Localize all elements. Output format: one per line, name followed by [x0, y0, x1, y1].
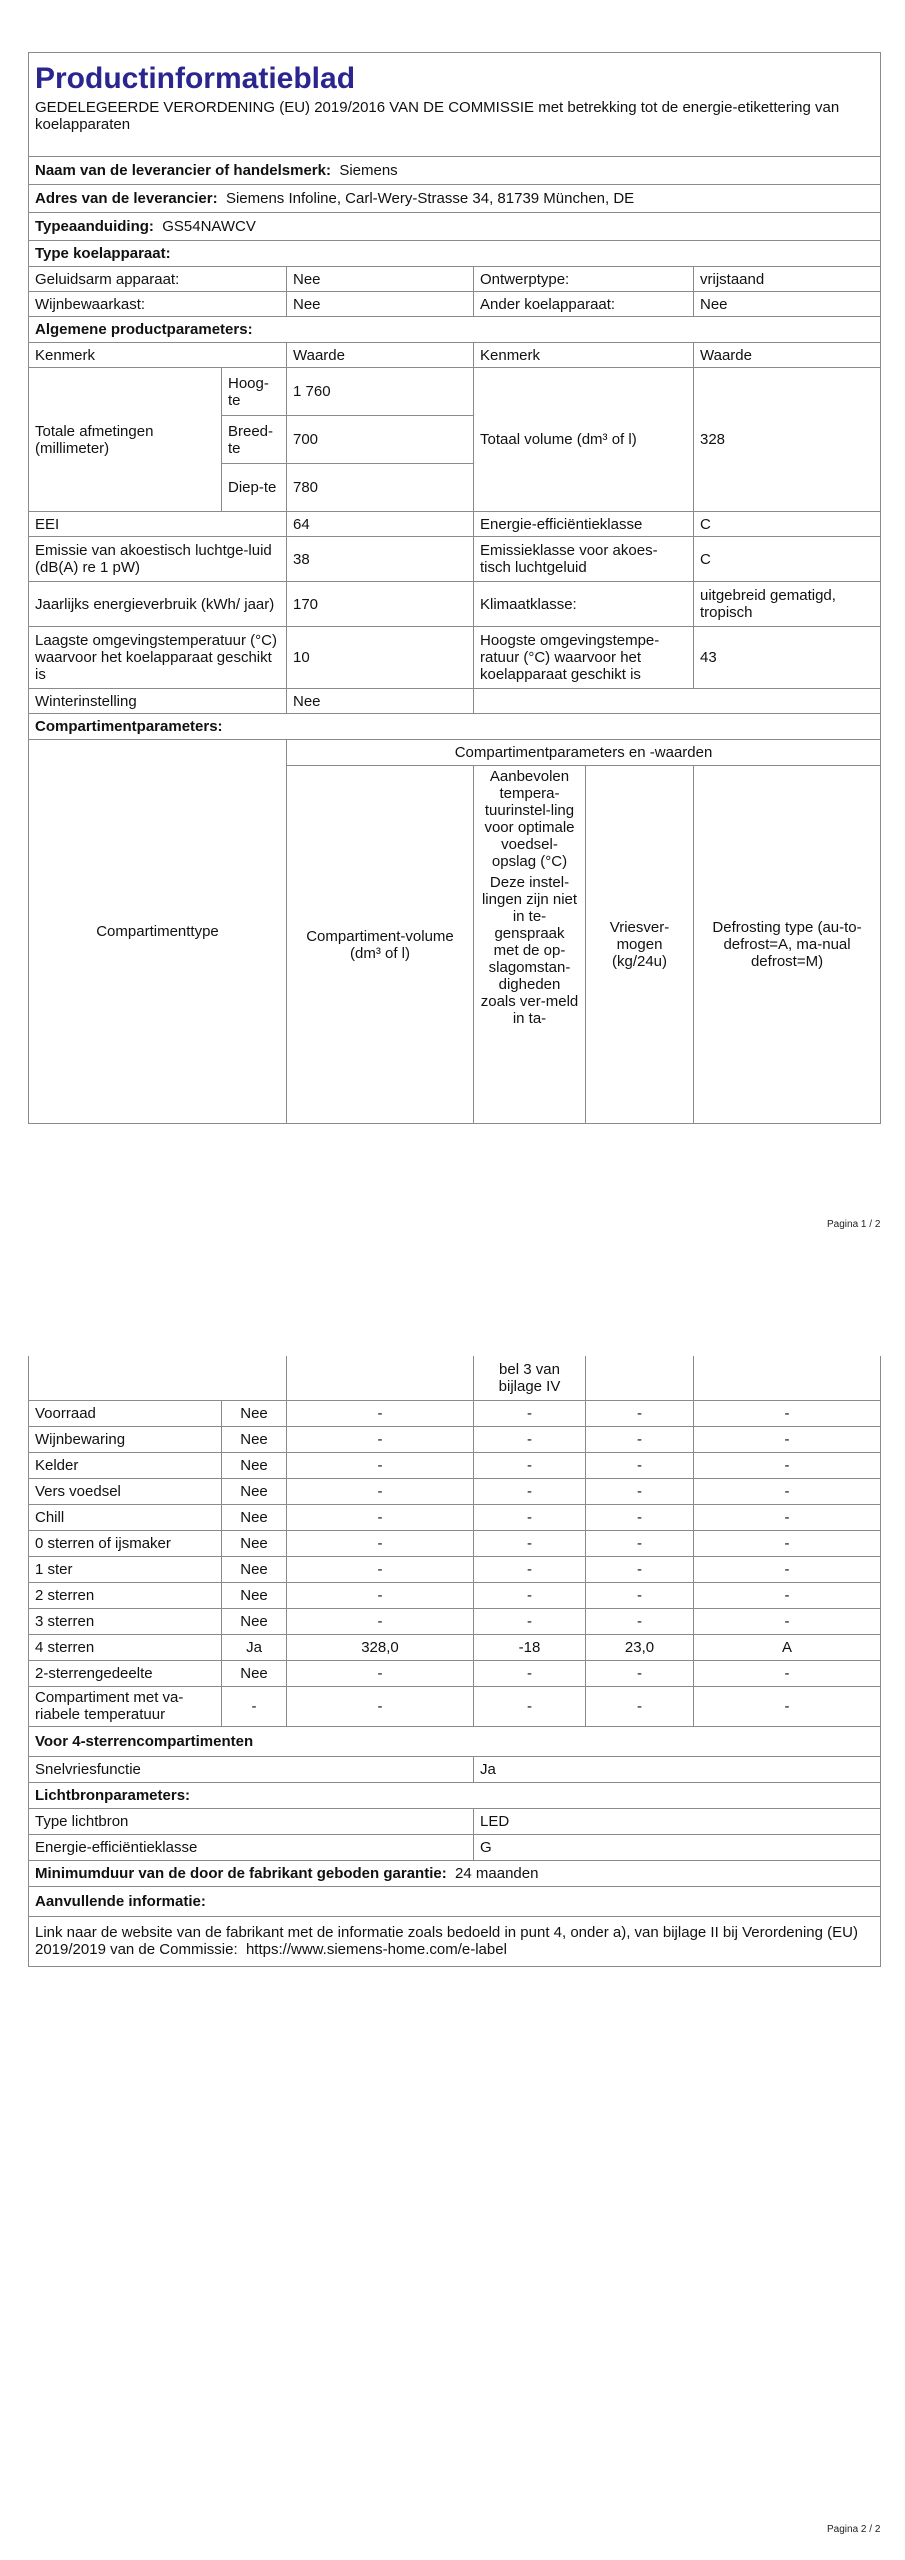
compartment-type-header: Compartimenttype: [29, 740, 287, 1124]
compartment-present: Nee: [222, 1608, 287, 1634]
eei-value: 64: [287, 512, 474, 537]
freezing-capacity-header: Vriesver-mogen (kg/24u): [586, 766, 694, 1124]
compartment-freeze: -: [586, 1426, 694, 1452]
compartment-defrost: -: [694, 1478, 881, 1504]
compartment-row: [29, 1608, 881, 1634]
compartment-present: Nee: [222, 1478, 287, 1504]
compartment-freeze: -: [586, 1530, 694, 1556]
compartment-temp: -: [474, 1504, 586, 1530]
compartment-present: Nee: [222, 1582, 287, 1608]
winter-setting-value: Nee: [287, 689, 474, 714]
compartment-present: Nee: [222, 1660, 287, 1686]
extra-info-text: Link naar de website van de fabrikant met de informatie zoals bedoeld in punt 4, onder a), van bijlage II bij Verordening (EU) 2019/2019 van de Commissie:: [35, 1924, 858, 1958]
extra-info-heading: Aanvullende informatie:: [29, 1886, 881, 1916]
address-value: Siemens Infoline, Carl-Wery-Strasse 34, 81739 München, DE: [225, 190, 635, 207]
supplier-label: Naam van de leverancier of handelsmerk:: [35, 162, 331, 179]
compartment-defrost: -: [694, 1426, 881, 1452]
width-label: Breed-te: [222, 416, 287, 464]
min-temp-label: Laagste omgevingstemperatuur (°C) waarvoor het koelapparaat geschikt is: [29, 627, 287, 689]
dimensions-label: Totale afmetingen (millimeter): [29, 368, 222, 512]
low-noise-value: Nee: [287, 267, 474, 292]
light-section-heading: Lichtbronparameters:: [29, 1782, 881, 1808]
compartment-freeze: -: [586, 1686, 694, 1726]
compartment-freeze: 23,0: [586, 1634, 694, 1660]
compartment-volume: 328,0: [287, 1634, 474, 1660]
height-label: Hoog-te: [222, 368, 287, 416]
compartment-row: [29, 1530, 881, 1556]
total-volume-label: Totaal volume (dm³ of l): [474, 368, 694, 512]
info-table-page-2: [28, 1356, 881, 1967]
compartment-volume: -: [287, 1582, 474, 1608]
page-2: [28, 1356, 880, 1967]
compartment-name: 0 sterren of ijsmaker: [29, 1530, 222, 1556]
compartment-volume: -: [287, 1530, 474, 1556]
col-kenmerk-left: Kenmerk: [29, 343, 287, 368]
noise-label: Emissie van akoestisch luchtge-luid (dB(A) re 1 pW): [29, 537, 287, 582]
wine-cabinet-value: Nee: [287, 292, 474, 317]
compartment-temp: -: [474, 1478, 586, 1504]
width-value: 700: [287, 416, 474, 464]
compartment-volume-header: Compartiment-volume (dm³ of l): [287, 766, 474, 1124]
compartment-row: [29, 1426, 881, 1452]
compartment-defrost: -: [694, 1530, 881, 1556]
fast-freeze-value: Ja: [474, 1756, 881, 1782]
design-type-label: Ontwerptype:: [474, 267, 694, 292]
type-section-heading: Type koelapparaat:: [29, 241, 881, 267]
compartment-section-heading: Compartimentparameters:: [29, 714, 881, 740]
compartment-name: Vers voedsel: [29, 1478, 222, 1504]
depth-label: Diep-te: [222, 464, 287, 512]
four-star-section-heading: Voor 4-sterrencompartimenten: [29, 1726, 881, 1756]
regulation-subtitle: GEDELEGEERDE VERORDENING (EU) 2019/2016 VAN DE COMMISSIE met betrekking tot de energie-etikettering van koelapparaten: [35, 99, 840, 133]
compartment-defrost: -: [694, 1452, 881, 1478]
compartment-defrost: -: [694, 1686, 881, 1726]
col-waarde-left: Waarde: [287, 343, 474, 368]
compartment-row: [29, 1634, 881, 1660]
compartment-row: [29, 1504, 881, 1530]
model-value: GS54NAWCV: [162, 218, 256, 235]
annual-energy-value: 170: [287, 582, 474, 627]
compartment-name: 4 sterren: [29, 1634, 222, 1660]
compartment-row: [29, 1400, 881, 1426]
compartment-temp: -: [474, 1686, 586, 1726]
noise-value: 38: [287, 537, 474, 582]
height-value: 1 760: [287, 368, 474, 416]
energy-class-label: Energie-efficiëntieklasse: [474, 512, 694, 537]
compartment-temp: -: [474, 1530, 586, 1556]
defrost-type-header: Defrosting type (au-to-defrost=A, ma-nual defrost=M): [694, 766, 881, 1124]
compartment-defrost: -: [694, 1608, 881, 1634]
recommended-temp-note: Deze instel-lingen zijn niet in te-genspraak met de op-slagomstan-digheden zoals ver-meld in ta-: [480, 874, 579, 1027]
manufacturer-link[interactable]: https://www.siemens-home.com/e-label: [245, 1941, 507, 1958]
climate-class-label: Klimaatklasse:: [474, 582, 694, 627]
depth-value: 780: [287, 464, 474, 512]
compartment-name: Chill: [29, 1504, 222, 1530]
compartment-row: [29, 1556, 881, 1582]
page-number-1: Pagina 1 / 2: [827, 1219, 881, 1230]
compartment-volume: -: [287, 1400, 474, 1426]
compartment-defrost: -: [694, 1400, 881, 1426]
compartment-present: Ja: [222, 1634, 287, 1660]
compartment-present: Nee: [222, 1504, 287, 1530]
compartment-freeze: -: [586, 1400, 694, 1426]
recommended-temp-header: Aanbevolen tempera-tuurinstel-ling voor optimale voedsel-opslag (°C): [484, 768, 575, 870]
light-type-value: LED: [474, 1808, 881, 1834]
compartment-freeze: -: [586, 1556, 694, 1582]
compartment-present: Nee: [222, 1452, 287, 1478]
col-kenmerk-right: Kenmerk: [474, 343, 694, 368]
max-temp-label: Hoogste omgevingstempe-ratuur (°C) waarvoor het koelapparaat geschikt is: [474, 627, 694, 689]
compartment-freeze: -: [586, 1660, 694, 1686]
compartment-temp: -: [474, 1608, 586, 1634]
compartment-row: [29, 1478, 881, 1504]
compartment-temp: -18: [474, 1634, 586, 1660]
compartment-present: Nee: [222, 1426, 287, 1452]
page-1: [28, 52, 880, 1124]
compartment-defrost: -: [694, 1660, 881, 1686]
compartment-name: Voorraad: [29, 1400, 222, 1426]
compartment-defrost: -: [694, 1556, 881, 1582]
compartment-volume: -: [287, 1660, 474, 1686]
compartment-rows: [29, 1400, 881, 1726]
compartment-volume: -: [287, 1426, 474, 1452]
compartment-name: 2 sterren: [29, 1582, 222, 1608]
compartment-name: 3 sterren: [29, 1608, 222, 1634]
compartment-present: Nee: [222, 1556, 287, 1582]
other-appliance-label: Ander koelapparaat:: [474, 292, 694, 317]
compartment-temp: -: [474, 1556, 586, 1582]
energy-class-value: C: [694, 512, 881, 537]
compartment-freeze: -: [586, 1608, 694, 1634]
compartment-temp: -: [474, 1660, 586, 1686]
compartment-row: [29, 1686, 881, 1726]
compartment-defrost: -: [694, 1504, 881, 1530]
noise-class-label: Emissieklasse voor akoes-tisch luchtgeluid: [474, 537, 694, 582]
light-class-value: G: [474, 1834, 881, 1860]
compartment-defrost: A: [694, 1634, 881, 1660]
compartment-row: [29, 1660, 881, 1686]
climate-class-value: uitgebreid gematigd, tropisch: [694, 582, 881, 627]
compartment-present: Nee: [222, 1400, 287, 1426]
low-noise-label: Geluidsarm apparaat:: [29, 267, 287, 292]
recommended-temp-note-cont: bel 3 van bijlage IV: [474, 1356, 586, 1400]
design-type-value: vrijstaand: [694, 267, 881, 292]
compartment-row: [29, 1582, 881, 1608]
compartment-volume: -: [287, 1452, 474, 1478]
max-temp-value: 43: [694, 627, 881, 689]
compartment-name: Kelder: [29, 1452, 222, 1478]
compartment-volume: -: [287, 1504, 474, 1530]
compartment-temp: -: [474, 1452, 586, 1478]
compartment-present: Nee: [222, 1530, 287, 1556]
annual-energy-label: Jaarlijks energieverbruik (kWh/ jaar): [29, 582, 287, 627]
compartment-name: 1 ster: [29, 1556, 222, 1582]
light-class-label: Energie-efficiëntieklasse: [29, 1834, 474, 1860]
compartment-volume: -: [287, 1686, 474, 1726]
compartment-params-header: Compartimentparameters en -waarden: [287, 740, 881, 766]
compartment-present: -: [222, 1686, 287, 1726]
model-label: Typeaanduiding:: [35, 218, 154, 235]
warranty-label: Minimumduur van de door de fabrikant geboden garantie:: [35, 1864, 447, 1882]
light-type-label: Type lichtbron: [29, 1808, 474, 1834]
address-label: Adres van de leverancier:: [35, 190, 218, 207]
compartment-name: 2-sterrengedeelte: [29, 1660, 222, 1686]
min-temp-value: 10: [287, 627, 474, 689]
compartment-defrost: -: [694, 1582, 881, 1608]
compartment-temp: -: [474, 1426, 586, 1452]
wine-cabinet-label: Wijnbewaarkast:: [29, 292, 287, 317]
noise-class-value: C: [694, 537, 881, 582]
compartment-temp: -: [474, 1400, 586, 1426]
compartment-freeze: -: [586, 1478, 694, 1504]
compartment-freeze: -: [586, 1504, 694, 1530]
compartment-temp: -: [474, 1582, 586, 1608]
general-section-heading: Algemene productparameters:: [29, 317, 881, 343]
compartment-row: [29, 1452, 881, 1478]
compartment-freeze: -: [586, 1452, 694, 1478]
compartment-volume: -: [287, 1478, 474, 1504]
compartment-name: Compartiment met va-riabele temperatuur: [29, 1686, 222, 1726]
other-appliance-value: Nee: [694, 292, 881, 317]
supplier-value: Siemens: [339, 162, 398, 179]
info-table-page-1: [28, 52, 881, 1124]
total-volume-value: 328: [694, 368, 881, 512]
winter-setting-label: Winterinstelling: [29, 689, 287, 714]
warranty-value: 24 maanden: [455, 1864, 539, 1882]
compartment-volume: -: [287, 1608, 474, 1634]
eei-label: EEI: [29, 512, 287, 537]
page-number-2: Pagina 2 / 2: [827, 2524, 881, 2535]
compartment-volume: -: [287, 1556, 474, 1582]
fast-freeze-label: Snelvriesfunctie: [29, 1756, 474, 1782]
compartment-freeze: -: [586, 1582, 694, 1608]
col-waarde-right: Waarde: [694, 343, 881, 368]
compartment-name: Wijnbewaring: [29, 1426, 222, 1452]
page-title: Productinformatieblad: [35, 62, 356, 95]
